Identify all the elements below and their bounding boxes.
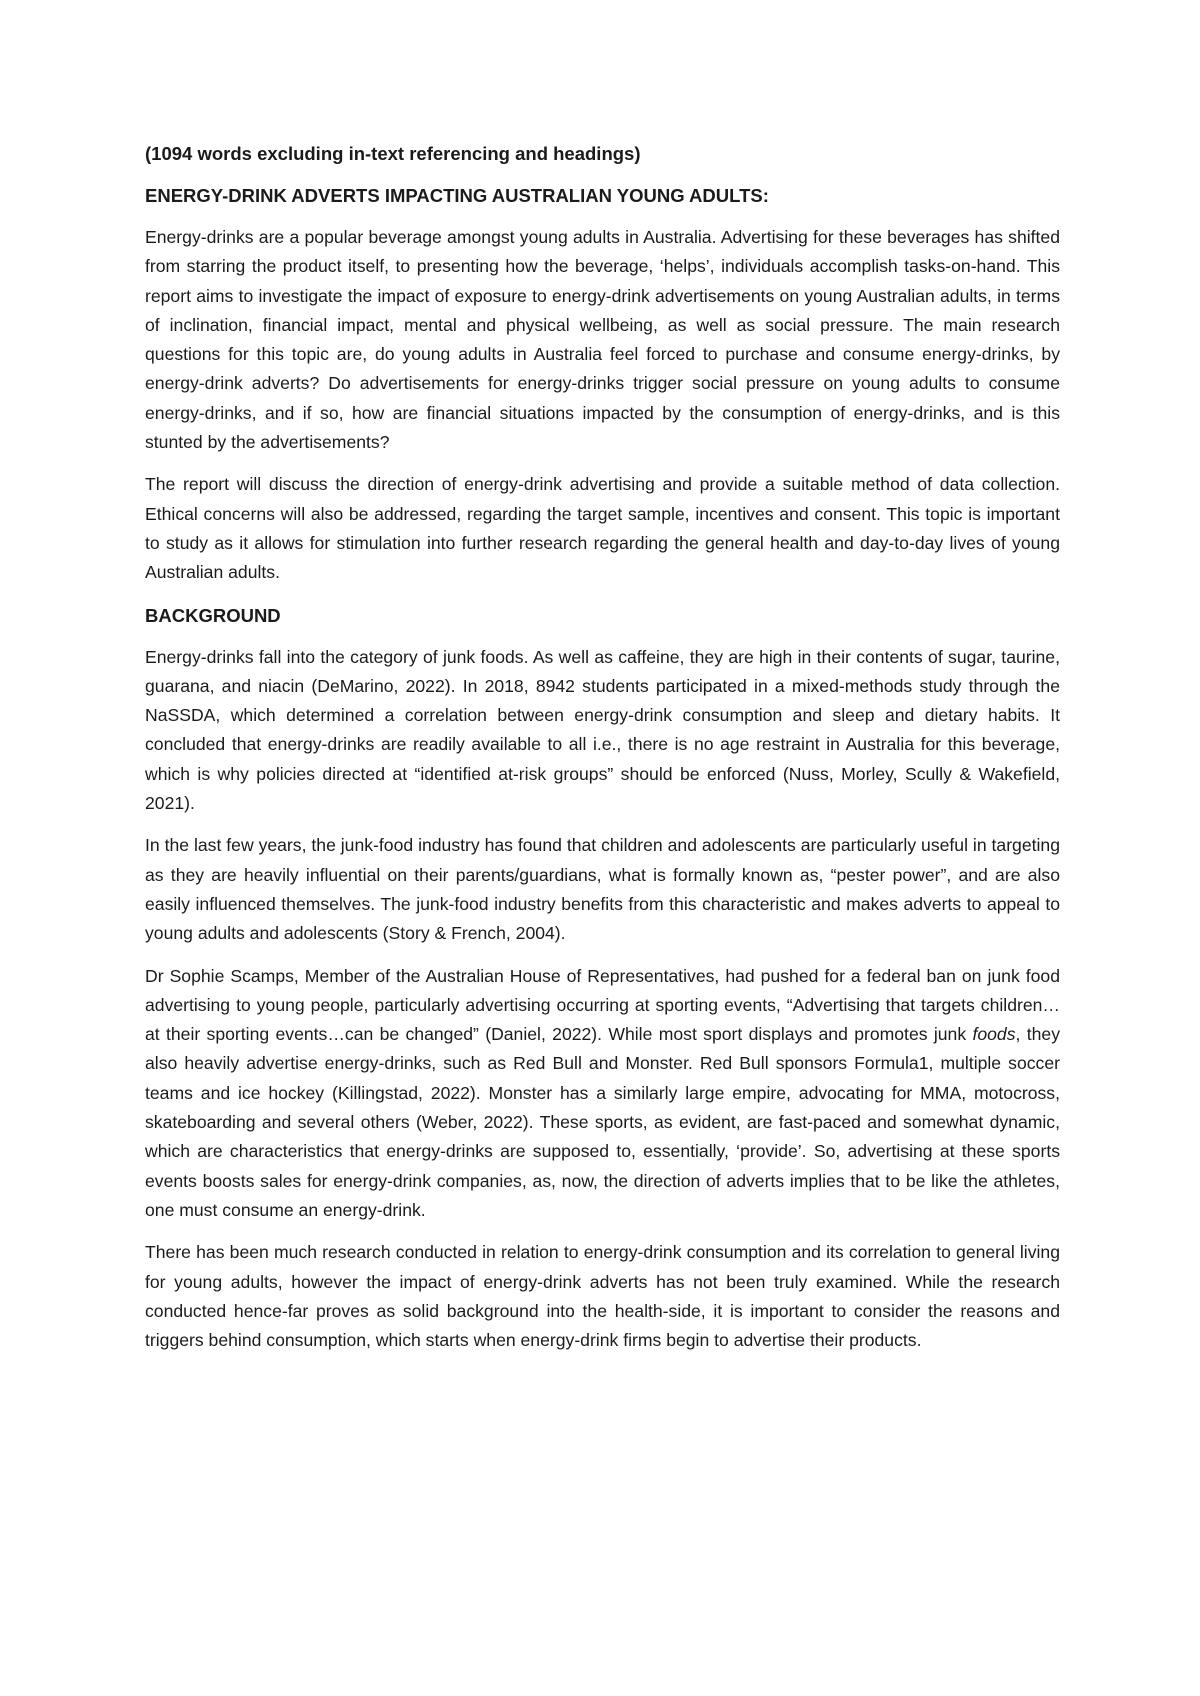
background-paragraph-4: There has been much research conducted in relation to energy-drink consumption and its correlation to general living for young adults, however the impact of energy-drink adverts has not been truly examined. While the research conducted hence-far proves as solid background into the health-side, it is important to consider the reasons and triggers behind consumption, which starts when energy-drink firms begin to advertise their products. <box>145 1242 1060 1351</box>
background-paragraph-2: In the last few years, the junk-food industry has found that children and adolescents are particularly useful in targeting as they are heavily influential on their parents/guardians, what is formally known as, “pester power”, and are also easily influenced themselves. The junk-food industry benefits from this characteristic and makes adverts to appeal to young adults and adolescents (Story & French, 2004). <box>145 835 1060 944</box>
intro-paragraph-1: Energy-drinks are a popular beverage amongst young adults in Australia. Advertising for these beverages has shifted from starring the product itself, to presenting how the beverage, ‘helps’, individuals accomplish tasks-on-hand. This report aims to investigate the impact of exposure to energy-drink advertisements on young Australian adults, in terms of inclination, financial impact, mental and physical wellbeing, as well as social pressure. The main research questions for this topic are, do young adults in Australia feel forced to purchase and consume energy-drinks, by energy-drink adverts? Do advertisements for energy-drinks trigger social pressure on young adults to consume energy-drinks, and if so, how are financial situations impacted by the consumption of energy-drinks, and is this stunted by the advertisements? <box>145 227 1060 453</box>
background-heading: BACKGROUND <box>145 604 281 626</box>
report-title: ENERGY-DRINK ADVERTS IMPACTING AUSTRALIAN YOUNG ADULTS: <box>145 185 769 206</box>
background-paragraph-3: Dr Sophie Scamps, Member of the Australian House of Representatives, had pushed for a federal ban on junk food advertising to young people, particularly advertising occurring at sporting events, “Advertising that targets children…at their sporting events…can be changed” (Daniel, 2022). While most sport displays and promotes junk foods, they also heavily advertise energy-drinks, such as Red Bull and Monster. Red Bull sponsors Formula1, multiple soccer teams and ice hockey (Killingstad, 2022). Monster has a similarly large empire, advocating for MMA, motocross, skateboarding and several others (Weber, 2022). These sports, as evident, are fast-paced and somewhat dynamic, which are characteristics that energy-drinks are supposed to, essentially, ‘provide’. So, advertising at these sports events boosts sales for energy-drink companies, as, now, the direction of adverts implies that to be like the athletes, one must consume an energy-drink. <box>145 965 1060 1220</box>
intro-paragraph-2: The report will discuss the direction of energy-drink advertising and provide a suitable method of data collection. Ethical concerns will also be addressed, regarding the target sample, incentives and consent. This topic is important to study as it allows for stimulation into further research regarding the general health and day-to-day lives of young Australian adults. <box>145 474 1060 583</box>
word-count-note: (1094 words excluding in-text referencing and headings) <box>145 143 641 164</box>
background-paragraph-1: Energy-drinks fall into the category of junk foods. As well as caffeine, they are high in their contents of sugar, taurine, guarana, and niacin (DeMarino, 2022). In 2018, 8942 students participated in a mixed-methods study through the NaSSDA, which determined a correlation between energy-drink consumption and sleep and dietary habits. It concluded that energy-drinks are readily available to all i.e., there is no age restraint in Australia for this beverage, which is why policies directed at “identified at-risk groups” should be enforced (Nuss, Morley, Scully & Wakefield, 2021). <box>145 646 1060 814</box>
